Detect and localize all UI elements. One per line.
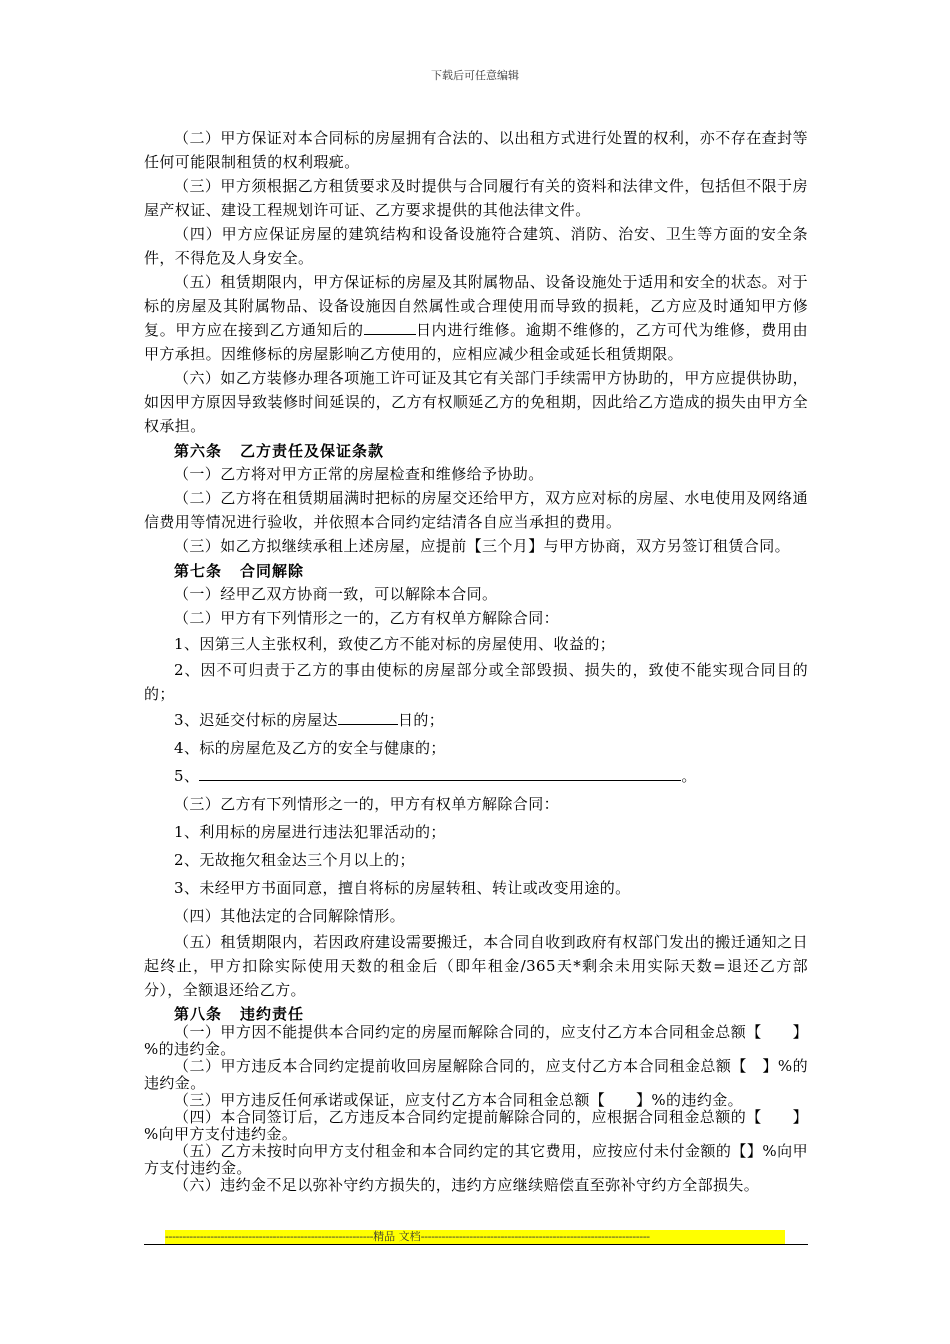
- clause: （六）违约金不足以弥补守约方损失的，违约方应继续赔偿直至弥补守约方全部损失。: [174, 1176, 760, 1194]
- clause: （二）甲方有下列情形之一的，乙方有权单方解除合同：: [174, 609, 560, 627]
- paragraph: （三）甲方须根据乙方租赁要求及时提供与合同履行有关的资料和法律文件，包括但不限于房屋产权证、建设工程规划许可证、乙方要求提供的其他法律文件。: [144, 177, 808, 219]
- sub-clause: 2、因不可归责于乙方的事由使标的房屋部分或全部毁损、损失的，致使不能实现合同目的的；: [144, 661, 808, 703]
- paragraph-text: （五）租赁期限内，甲方保证标的房屋及其附属物品、设备设施处于适用和安全的状态。对于标的房屋及其附属物品、设备设施因自然属性或合理使用而导致的损耗，乙方应及时通知甲方修复。甲方应在接到乙方通知后的: [144, 273, 808, 339]
- article-number: 第八条: [174, 1005, 223, 1023]
- clause: （四）本合同签订后，乙方违反本合同约定提前解除合同的，应根据合同租金总额的【 】%向甲方支付违约金。: [144, 1108, 808, 1143]
- footer-dashes-right: ------------------------------------------------------------------: [420, 1230, 650, 1243]
- footer-rule: [144, 1244, 808, 1245]
- clause-text: 5、: [174, 767, 200, 785]
- footer-label: 精品 文档: [373, 1230, 421, 1243]
- footer-banner: [165, 1230, 785, 1244]
- clause-text: 3、迟延交付标的房屋达: [174, 711, 338, 729]
- clause: （五）乙方未按时向甲方支付租金和本合同约定的其它费用，应按应付未付金额的【】%向甲方支付违约金。: [144, 1142, 808, 1177]
- sub-clause: 1、因第三人主张权利，致使乙方不能对标的房屋使用、收益的；: [174, 635, 616, 653]
- clause: （三）甲方违反任何承诺或保证，应支付乙方本合同租金总额【 】%的违约金。: [174, 1091, 744, 1109]
- sub-clause: [144, 762, 808, 790]
- clause: （一）经甲乙双方协商一致，可以解除本合同。: [174, 585, 498, 603]
- article-heading: [144, 560, 808, 582]
- clause: （三）乙方有下列情形之一的，甲方有权单方解除合同：: [174, 795, 560, 813]
- clause: （二）乙方将在租赁期届满时把标的房屋交还给甲方，双方应对标的房屋、水电使用及网络通信费用等情况进行验收，并依照本合同约定结清各自应当承担的费用。: [144, 489, 808, 531]
- article-heading: [144, 440, 808, 462]
- paragraph: （六）如乙方装修办理各项施工许可证及其它有关部门手续需甲方协助的，甲方应提供协助，如因甲方原因导致装修时间延误的，乙方有权顺延乙方的免租期，因此给乙方造成的损失由甲方全权承担。: [144, 369, 808, 435]
- sub-clause: 1、利用标的房屋进行违法犯罪活动的；: [174, 823, 446, 841]
- paragraph-text: 日内进行维修。逾期不维修的，乙方可代为维修，费用由甲方承担。因维修标的房屋影响乙方使用的，应相应减少租金或延长租赁期限。: [144, 321, 808, 363]
- sub-clause: [144, 706, 808, 734]
- blank-underline: [364, 319, 416, 335]
- blank-underline: [338, 709, 398, 725]
- article-number: 第六条: [174, 442, 223, 460]
- sub-clause: 3、未经甲方书面同意，擅自将标的房屋转租、转让或改变用途的。: [174, 879, 631, 897]
- clause: （五）租赁期限内，若因政府建设需要搬迁，本合同自收到政府有权部门发出的搬迁通知之日起终止，甲方扣除实际使用天数的租金后（即年租金/365天*剩余未用实际天数=退还乙方部分），全额退还给乙方。: [144, 933, 808, 999]
- paragraph: （四）甲方应保证房屋的建筑结构和设备设施符合建筑、消防、治安、卫生等方面的安全条件，不得危及人身安全。: [144, 225, 808, 267]
- article-title: 合同解除: [240, 562, 305, 580]
- clause: （一）乙方将对甲方正常的房屋检查和维修给予协助。: [174, 465, 544, 483]
- document-body: [144, 126, 808, 1194]
- article-heading: [144, 1004, 808, 1024]
- clause-text: 日的；: [397, 711, 445, 729]
- clause-text: 。: [681, 767, 697, 785]
- article-number: 第七条: [174, 562, 223, 580]
- footer-dashes-left: ------------------------------------------------------------: [165, 1230, 374, 1243]
- clause: （二）甲方违反本合同约定提前收回房屋解除合同的，应支付乙方本合同租金总额【 】%的违约金。: [144, 1057, 808, 1092]
- article-title: 乙方责任及保证条款: [240, 442, 385, 460]
- sub-clause: 2、无故拖欠租金达三个月以上的；: [174, 851, 415, 869]
- paragraph: [144, 270, 808, 366]
- blank-underline: [199, 765, 681, 781]
- sub-clause: 4、标的房屋危及乙方的安全与健康的；: [174, 739, 446, 757]
- article-title: 违约责任: [240, 1005, 305, 1023]
- page-header: 下载后可任意编辑: [431, 69, 519, 82]
- clause: （四）其他法定的合同解除情形。: [174, 907, 406, 925]
- paragraph: （二）甲方保证对本合同标的房屋拥有合法的、以出租方式进行处置的权利，亦不存在查封等任何可能限制租赁的权利瑕疵。: [144, 129, 808, 171]
- clause: （三）如乙方拟继续承租上述房屋，应提前【三个月】与甲方协商，双方另签订租赁合同。: [174, 537, 791, 555]
- clause: （一）甲方因不能提供本合同约定的房屋而解除合同的，应支付乙方本合同租金总额【 】%的违约金。: [144, 1023, 808, 1058]
